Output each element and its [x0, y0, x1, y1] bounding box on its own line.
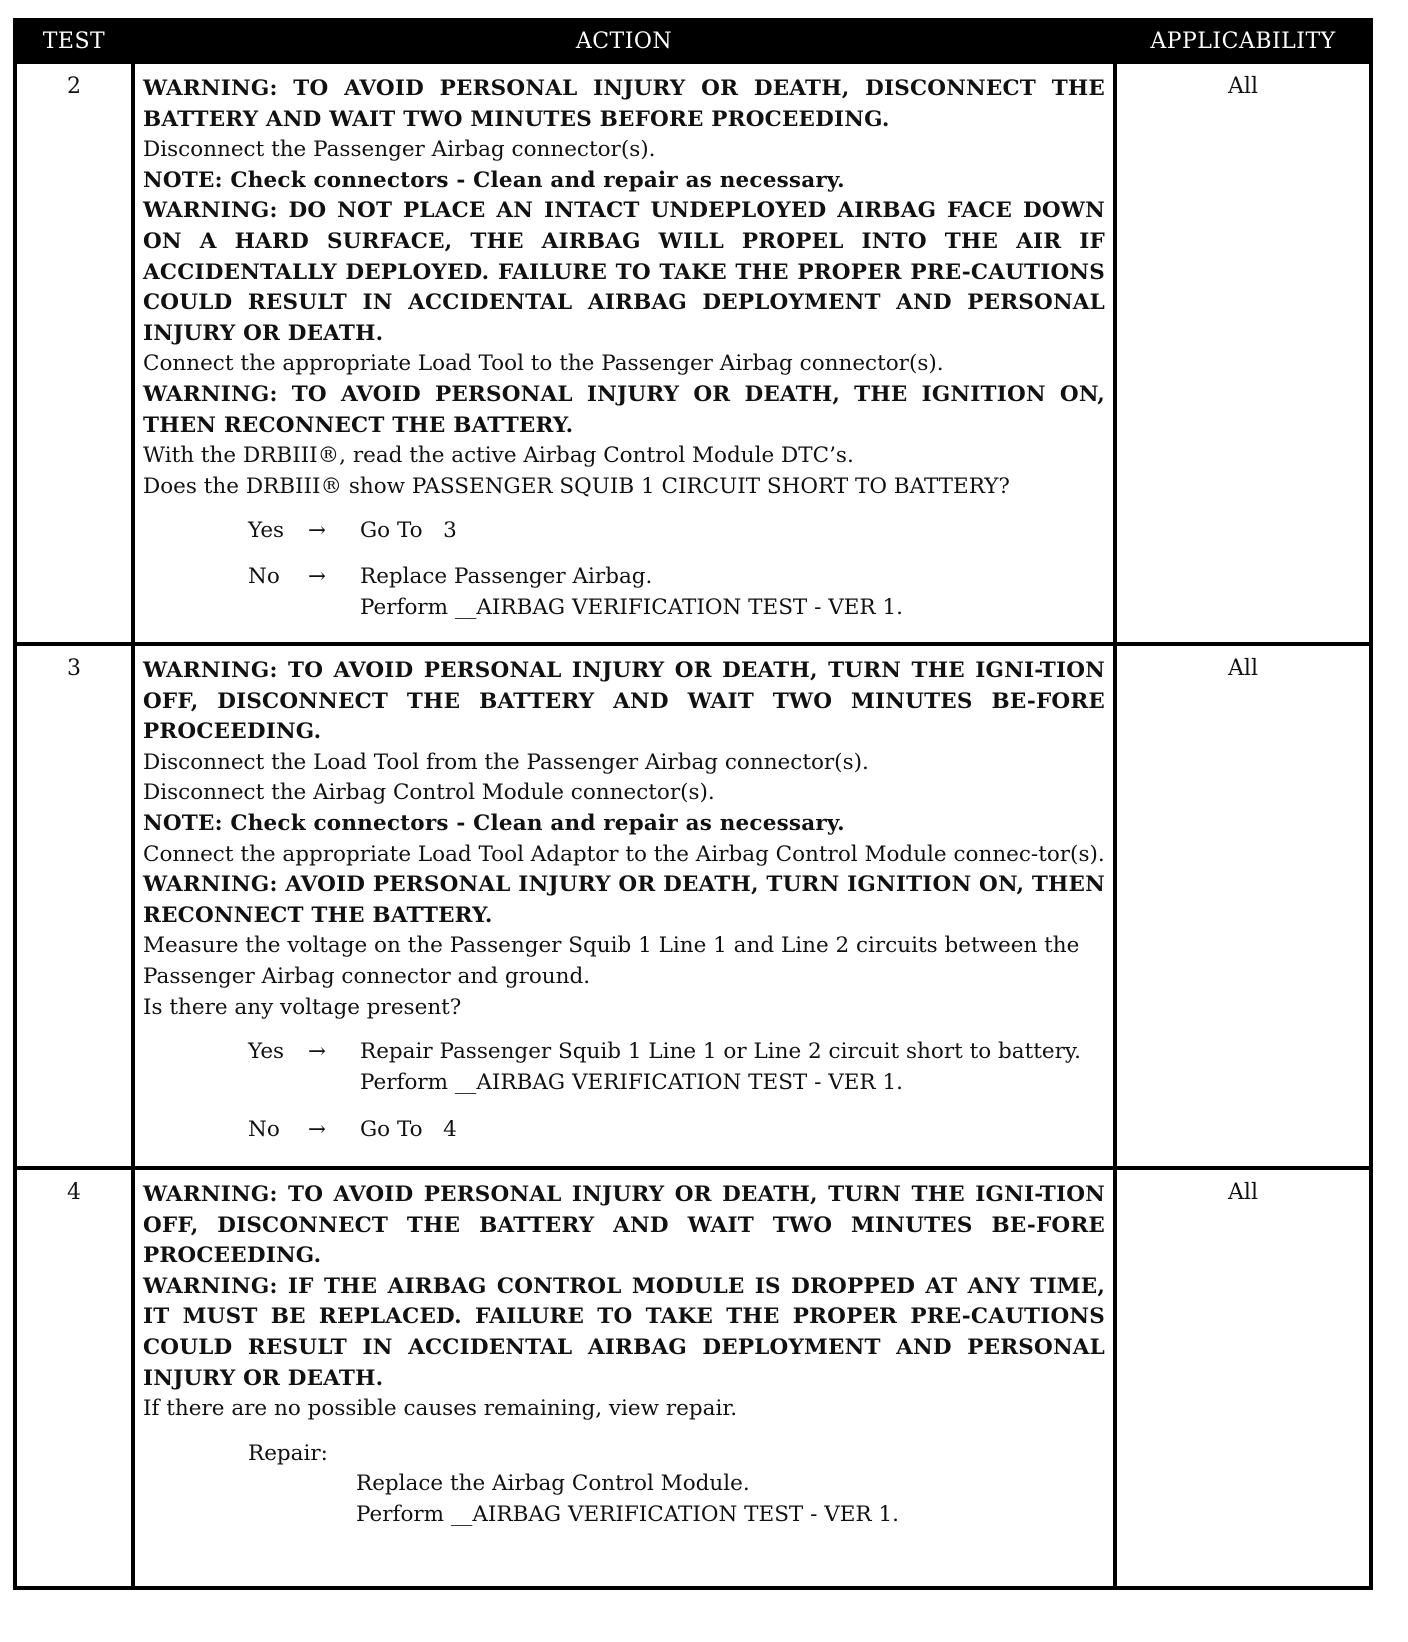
step-text: Disconnect the Load Tool from the Passenger Airbag connector(s). [143, 749, 869, 775]
table-header-row [15, 20, 1371, 62]
header-action: ACTION [133, 20, 1115, 62]
answer-yes [143, 1037, 1105, 1101]
step-text: Connect the appropriate Load Tool Adaptor to the Airbag Control Module connec-tor(s). [143, 841, 1105, 867]
warning-text: WARNING: TO AVOID PERSONAL INJURY OR DEATH, TURN THE IGNI-TION OFF, DISCONNECT THE BATTERY AND WAIT TWO MINUTES BE-FORE PROCEEDING. [143, 658, 1105, 745]
step-text: With the DRBIII®, read the active Airbag Control Module DTC’s. [143, 443, 854, 469]
warning-text: WARNING: AVOID PERSONAL INJURY OR DEATH, TURN IGNITION ON, THEN RECONNECT THE BATTERY. [143, 872, 1105, 928]
table-row [15, 1168, 1371, 1588]
test-number: 4 [15, 1168, 133, 1588]
arrow-right-icon: → [308, 564, 327, 590]
warning-text: WARNING: DO NOT PLACE AN INTACT UNDEPLOYED AIRBAG FACE DOWN ON A HARD SURFACE, THE AIRBAG WILL PROPEL INTO THE AIR IF ACCIDENTALLY DEPLOYED. FAILURE TO TAKE THE PROPER PRE-CAUTIONS COULD RESULT IN ACCIDENTAL AIRBAG DEPLOYMENT AND PERSONAL INJURY OR DEATH. [143, 198, 1105, 346]
question-text: Is there any voltage present? [143, 994, 462, 1020]
step-text: If there are no possible causes remaining, view repair. [143, 1396, 738, 1422]
answer-subtext: Perform __AIRBAG VERIFICATION TEST - VER 1. [360, 1070, 903, 1096]
answer-label: No [248, 564, 280, 590]
answer-text: Replace Passenger Airbag. [360, 564, 653, 590]
answer-no [143, 562, 1105, 626]
answer-label: Yes [248, 1039, 285, 1065]
note-text: NOTE: Check connectors - Clean and repair as necessary. [143, 167, 845, 193]
arrow-right-icon: → [308, 1039, 327, 1065]
applicability-cell: All [1115, 62, 1371, 644]
step-text: Connect the appropriate Load Tool to the Passenger Airbag connector(s). [143, 351, 944, 377]
applicability-cell: All [1115, 644, 1371, 1168]
test-procedure-sheet [13, 18, 1369, 1590]
answer-subtext: Perform __AIRBAG VERIFICATION TEST - VER 1. [360, 595, 903, 621]
step-text: Disconnect the Passenger Airbag connector(s). [143, 137, 656, 163]
arrow-right-icon: → [308, 1117, 327, 1143]
warning-text: WARNING: TO AVOID PERSONAL INJURY OR DEATH, THE IGNITION ON, THEN RECONNECT THE BATTERY. [143, 381, 1105, 438]
question-text: Does the DRBIII® show PASSENGER SQUIB 1 CIRCUIT SHORT TO BATTERY? [143, 473, 1010, 499]
header-applicability: APPLICABILITY [1115, 20, 1371, 62]
applicability-cell: All [1115, 1168, 1371, 1588]
answer-label: Yes [248, 518, 285, 544]
answer-text: Go To 3 [360, 518, 457, 544]
warning-text: WARNING: IF THE AIRBAG CONTROL MODULE IS DROPPED AT ANY TIME, IT MUST BE REPLACED. FAILURE TO TAKE THE PROPER PRE-CAUTIONS COULD RESULT IN ACCIDENTAL AIRBAG DEPLOYMENT AND PERSONAL INJURY OR DEATH. [143, 1273, 1105, 1391]
arrow-right-icon: → [308, 518, 327, 544]
repair-step: Replace the Airbag Control Module. [356, 1471, 750, 1497]
step-text: Measure the voltage on the Passenger Squib 1 Line 1 and Line 2 circuits between the Passenger Airbag connector and ground. [143, 933, 1080, 989]
action-cell [133, 1168, 1115, 1588]
table-row [15, 644, 1371, 1168]
answer-text: Go To 4 [360, 1117, 457, 1143]
step-text: Disconnect the Airbag Control Module connector(s). [143, 780, 715, 806]
test-number: 3 [15, 644, 133, 1168]
note-text: NOTE: Check connectors - Clean and repair as necessary. [143, 810, 845, 836]
test-number: 2 [15, 62, 133, 644]
answer-no [143, 1115, 1105, 1147]
warning-text: WARNING: TO AVOID PERSONAL INJURY OR DEATH, DISCONNECT THE BATTERY AND WAIT TWO MINUTES BEFORE PROCEEDING. [143, 76, 1105, 132]
warning-text: WARNING: TO AVOID PERSONAL INJURY OR DEATH, TURN THE IGNI-TION OFF, DISCONNECT THE BATTERY AND WAIT TWO MINUTES BE-FORE PROCEEDING. [143, 1182, 1105, 1269]
repair-label: Repair: [248, 1440, 328, 1466]
table-row [15, 62, 1371, 644]
answer-text: Repair Passenger Squib 1 Line 1 or Line 2 circuit short to battery. [360, 1039, 1081, 1065]
header-test: TEST [15, 20, 133, 62]
diagnostic-table [13, 18, 1373, 1590]
answer-label: No [248, 1117, 280, 1143]
answer-yes [143, 516, 1105, 548]
repair-step: Perform __AIRBAG VERIFICATION TEST - VER 1. [356, 1501, 899, 1527]
action-cell [133, 644, 1115, 1168]
action-cell [133, 62, 1115, 644]
